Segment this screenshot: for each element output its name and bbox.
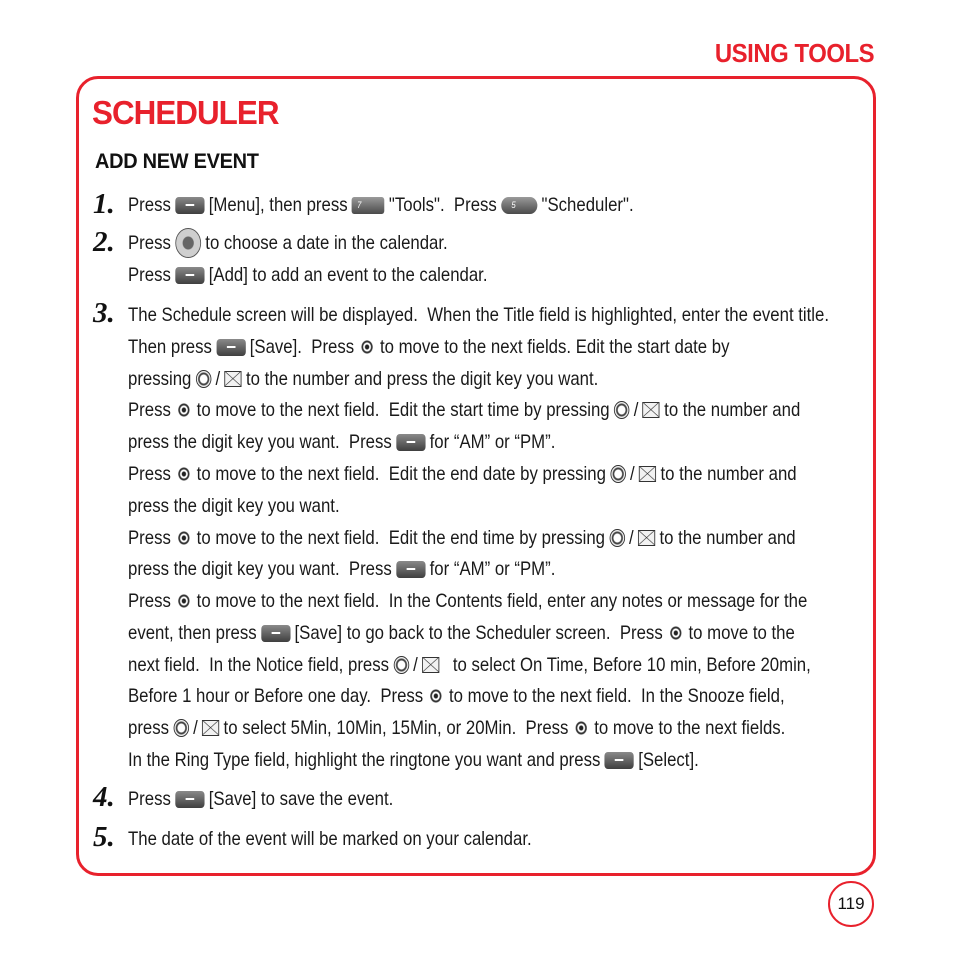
step-3-text-l: next field. In the Notice field, press / to select On Time, Before 10 min, Before 20min, (128, 654, 811, 676)
step-3-text-k: event, then press [Save] to go back to the Scheduler screen. Press to move to the (128, 622, 795, 644)
message-key-icon (639, 466, 656, 482)
subheading: ADD NEW EVENT (95, 150, 259, 173)
step-3-text-j: Press to move to the next field. In the Contents field, enter any notes or message for the (128, 590, 808, 612)
scroll-key-icon (175, 400, 192, 420)
soft-key-icon (396, 561, 425, 578)
soft-key-icon (175, 197, 204, 214)
scroll-key-icon (667, 623, 684, 643)
soft-key-icon (175, 267, 204, 284)
message-key-icon (643, 402, 660, 418)
soft-key-icon (605, 752, 634, 769)
volume-key-icon (173, 719, 188, 737)
navigation-key-icon (175, 228, 201, 258)
scroll-key-icon (175, 464, 192, 484)
step-3-text-i: press the digit key you want. Press for “AM” or “PM”. (128, 558, 556, 580)
step-number-4: 4. (93, 781, 115, 813)
message-key-icon (422, 657, 439, 673)
step-3-text-h: Press to move to the next field. Edit the end time by pressing / to the number and (128, 527, 796, 549)
step-3-text-d: Press to move to the next field. Edit the start time by pressing / to the number and (128, 399, 801, 421)
step-1-text: Press [Menu], then press 7 "Tools". Press 5 "Scheduler". (128, 194, 634, 216)
volume-key-icon (609, 529, 624, 547)
page-number: 119 (828, 881, 874, 927)
message-key-icon (224, 371, 241, 387)
soft-key-icon (175, 791, 204, 808)
step-3-text-m: Before 1 hour or Before one day. Press to move to the next field. In the Snooze field, (128, 685, 785, 707)
step-2-text-a: Press to choose a date in the calendar. (128, 227, 448, 259)
soft-key-icon (396, 434, 425, 451)
step-3-text-e: press the digit key you want. Press for “AM” or “PM”. (128, 431, 556, 453)
step-3-text-f: Press to move to the next field. Edit the end date by pressing / to the number and (128, 463, 797, 485)
step-4-text: Press [Save] to save the event. (128, 788, 394, 810)
section-title: USING TOOLS (714, 38, 874, 68)
volume-key-icon (610, 465, 625, 483)
message-key-icon (638, 530, 655, 546)
message-key-icon (202, 720, 219, 736)
step-2-text-b: Press [Add] to add an event to the calendar. (128, 264, 488, 286)
step-5-text: The date of the event will be marked on your calendar. (128, 828, 532, 850)
seven-key-icon: 7 (352, 197, 385, 214)
step-number-2: 2. (93, 226, 115, 258)
step-3-text-a: The Schedule screen will be displayed. When the Title field is highlighted, enter the event title. (128, 304, 830, 326)
scroll-key-icon (175, 591, 192, 611)
step-number-5: 5. (93, 821, 115, 853)
soft-key-icon (261, 625, 290, 642)
step-3-text-g: press the digit key you want. (128, 495, 340, 517)
volume-key-icon (614, 401, 629, 419)
scroll-key-icon (175, 528, 192, 548)
volume-key-icon (196, 370, 211, 388)
step-number-1: 1. (93, 188, 115, 220)
five-key-icon: 5 (501, 197, 537, 214)
soft-key-icon (216, 339, 245, 356)
step-3-text-b: Then press [Save]. Press to move to the next fields. Edit the start date by (128, 336, 730, 358)
step-3-text-n: press / to select 5Min, 10Min, 15Min, or 20Min. Press to move to the next fields. (128, 717, 786, 739)
scroll-key-icon (358, 337, 375, 357)
scroll-key-icon (427, 686, 444, 706)
page-title: SCHEDULER (92, 94, 279, 131)
step-3-text-c: pressing / to the number and press the digit key you want. (128, 368, 599, 390)
step-number-3: 3. (93, 297, 115, 329)
volume-key-icon (393, 656, 408, 674)
scroll-key-icon (573, 718, 590, 738)
step-3-text-o: In the Ring Type field, highlight the ringtone you want and press [Select]. (128, 749, 699, 771)
